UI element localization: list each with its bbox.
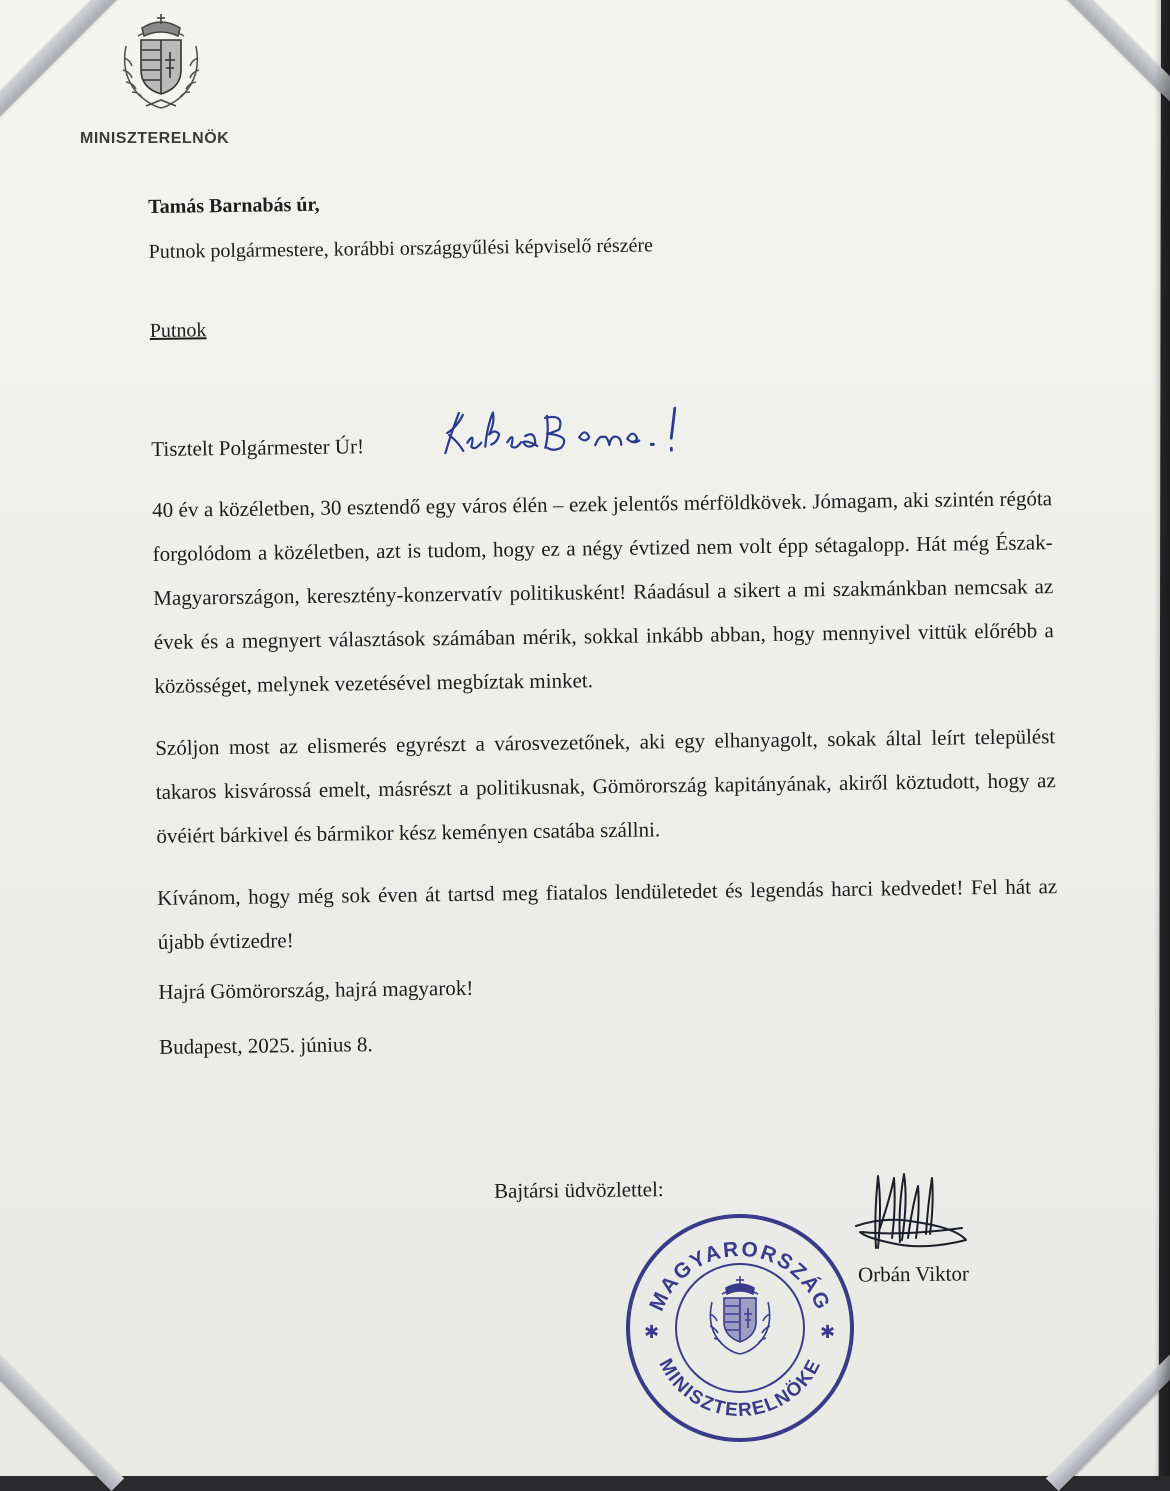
recipient-city: Putnok — [149, 319, 207, 342]
handwritten-note — [439, 400, 690, 459]
signer-name: Orbán Viktor — [857, 1261, 970, 1287]
svg-text:MINISZTERELNÖKE — [654, 1355, 825, 1421]
salutation-row — [151, 425, 1051, 462]
recipient-name: Tamás Barnabás úr, — [148, 193, 320, 218]
cheer-line: Hajrá Gömörország, hajrá magyarok! — [158, 975, 474, 1004]
closing-greeting: Bajtársi üdvözlettel: — [493, 1177, 664, 1203]
letter-body — [148, 184, 1059, 1060]
seal-bottom-text: MINISZTERELNÖKE — [654, 1355, 826, 1422]
body-paragraph-3: Kívánom, hogy még sok éven át tartsd meg fiatalos lendületedet és legendás harci kedvedet! Fel hát az újabb évtizedre! — [157, 874, 1058, 954]
paper-edge-shadow — [1154, 0, 1170, 1476]
seal-top-text: MAGYARORSZÁG — [645, 1237, 835, 1315]
seal-star-right-icon: ✱ — [820, 1322, 836, 1343]
body-paragraph-1: 40 év a közéletben, 30 esztendő egy város élén – ezek jelentős mérföldkövek. Jómagam, aki szintén régóta forgolódom a közéletben, azt is tudom, hogy ez a négy évtized nem volt épp sétagalopp. Hát még Észak-Magyarországon, keresztény-konzervatív politikusként! Ráadásul a sikert a mi szakmánkban nemcsak az évek és a megnyert választások számában mérik, sokkal inkább abban, hogy mennyivel vittük előrébb a közösséget, melynek vezetésével megbíztak minket. — [151, 486, 1054, 698]
recipient-title: Putnok polgármestere, korábbi országgyűlési képviselő részére — [148, 234, 654, 263]
letterhead-office-title: MINISZTERELNÖK — [80, 130, 230, 147]
signature-scribble — [850, 1168, 980, 1264]
salutation: Tisztelt Polgármester Úr! — [151, 434, 365, 461]
official-seal-stamp — [622, 1210, 858, 1446]
seal-star-left-icon: ✱ — [644, 1322, 660, 1343]
place-and-date: Budapest, 2025. június 8. — [158, 1032, 373, 1059]
hungarian-coat-of-arms-icon — [106, 6, 216, 116]
seal-coat-of-arms-icon — [710, 1276, 770, 1354]
body-paragraph-2: Szóljon most az elismerés egyrészt a városvezetőnek, aki egy elhanyagolt, sokak által leírt települést takaros kisvárossá emelt, másrészt a politikusnak, Gömörország kapitányának, akiről köztudott, hogy az övéiért bárkivel és bármikor kész keményen csatába szállni. — [155, 724, 1056, 848]
